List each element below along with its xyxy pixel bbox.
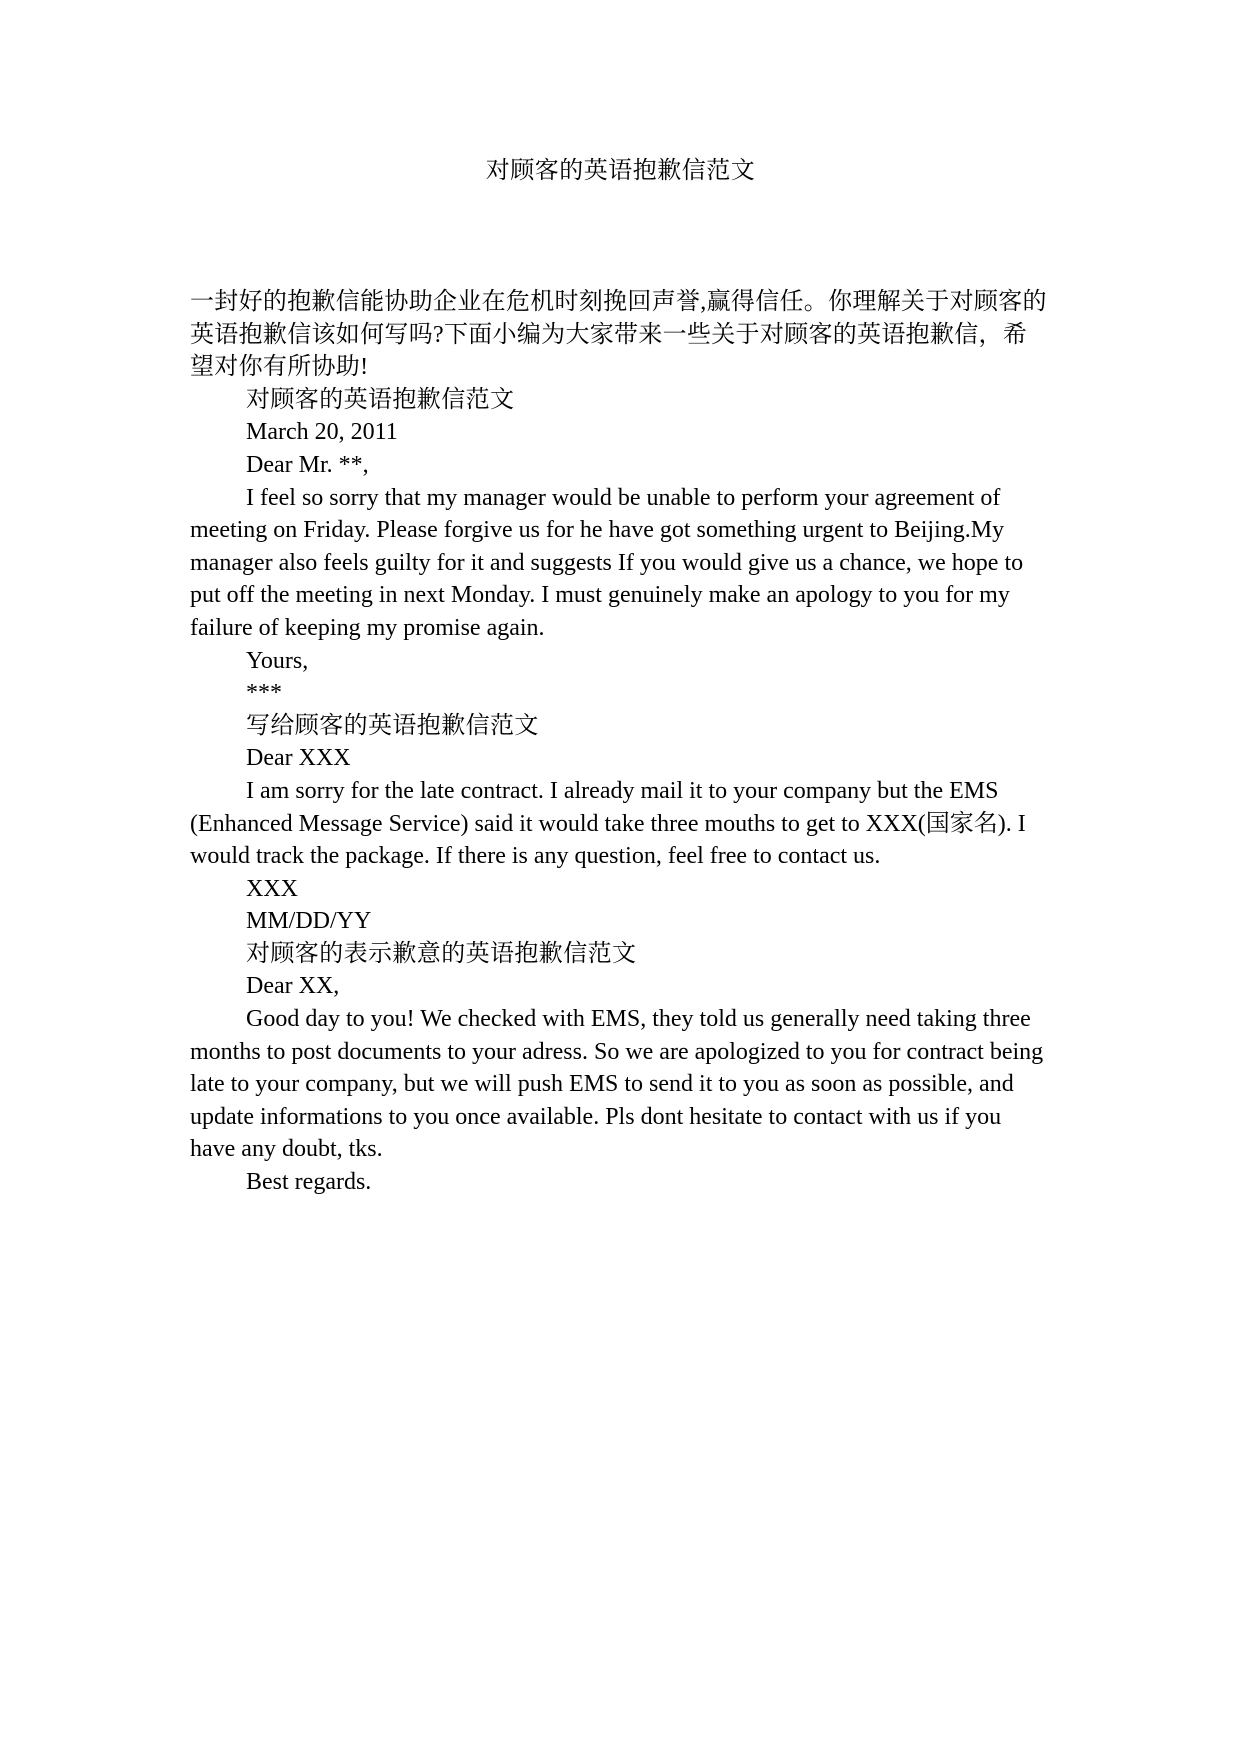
letter2-heading: 写给顾客的英语抱歉信范文	[246, 712, 539, 739]
letter1-heading: 对顾客的英语抱歉信范文	[246, 386, 515, 413]
letter2-body: I am sorry for the late contract. I already mail it to your company but the EMS (Enhanced Message Service) said it would take three mouths to get to XXX(国家名). I would track the package. If there is any question, feel free to contact us.	[190, 777, 1026, 870]
letter1-closing: Yours,	[246, 647, 309, 674]
letter2-date: MM/DD/YY	[246, 908, 372, 935]
letter1-salutation: Dear Mr. **,	[246, 451, 369, 478]
page-title: 对顾客的英语抱歉信范文	[485, 158, 756, 184]
letter3-heading: 对顾客的表示歉意的英语抱歉信范文	[246, 940, 637, 967]
letter1-date: March 20, 2011	[246, 419, 398, 446]
letter3-body: Good day to you! We checked with EMS, they told us generally need taking three months to post documents to your adress. So we are apologized to you for contract being late to your company, but we will push EMS to send it to you as soon as possible, and update informations to you once available. Pls dont hesitate to contact with us if you have any doubt, tks.	[190, 1006, 1044, 1163]
letter3-salutation: Dear XX,	[246, 973, 340, 1000]
letter1-signature: ***	[246, 680, 282, 707]
letter2-signature: XXX	[246, 875, 298, 902]
letter2-salutation: Dear XXX	[246, 745, 351, 772]
document-body	[190, 286, 1050, 1199]
intro-paragraph: 一封好的抱歉信能协助企业在危机时刻挽回声誉,赢得信任。你理解关于对顾客的英语抱歉信该如何写吗?下面小编为大家带来一些关于对顾客的英语抱歉信，希望对你有所协助!	[190, 289, 1047, 381]
letter3-closing: Best regards.	[246, 1169, 372, 1196]
letter1-body: I feel so sorry that my manager would be unable to perform your agreement of meeting on Friday. Please forgive us for he have got something urgent to Beijing.My manager also feels guilty for it and suggests If you would give us a chance, we hope to put off the meeting in next Monday. I must genuinely make an apology to you for my failure of keeping my promise again.	[190, 484, 1024, 641]
